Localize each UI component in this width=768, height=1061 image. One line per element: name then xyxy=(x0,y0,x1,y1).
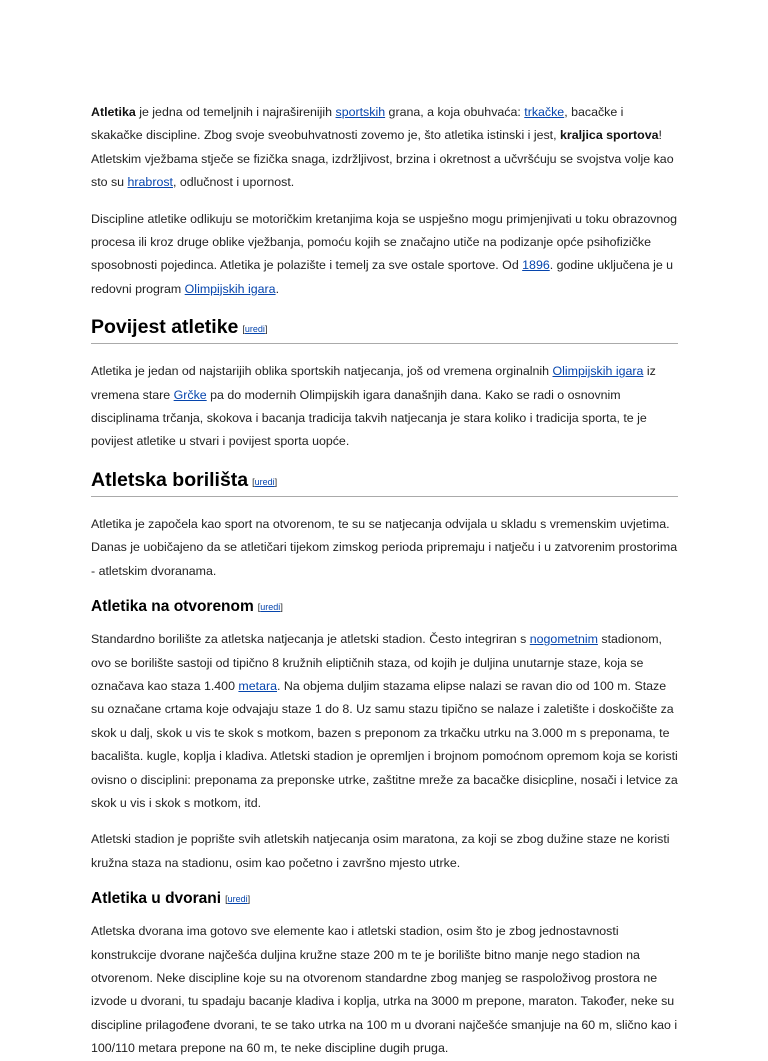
edit-section-link: [uredi] xyxy=(225,894,251,905)
edit-link-povijest[interactable]: uredi xyxy=(244,324,265,335)
link-nogometnim[interactable]: nogometnim xyxy=(529,632,598,647)
link-olimpijskih-igara-2[interactable]: Olimpijskih igara xyxy=(552,364,644,379)
bold-term-kraljica-sportova: kraljica sportova xyxy=(560,128,659,143)
link-trkacke[interactable]: trkačke xyxy=(524,105,565,119)
link-hrabrost[interactable]: hrabrost xyxy=(127,175,173,190)
heading-atletika-na-otvorenom: Atletika na otvorenom [uredi] xyxy=(91,598,283,616)
edit-link-dvorani[interactable]: uredi xyxy=(227,894,248,905)
heading-povijest-atletike: Povijest atletike [uredi] xyxy=(91,314,678,344)
intro-paragraph-1: Atletika je jedna od temeljnih i najraširenijih sportskih grana, a koja obuhvaća: trkačke, bacačke i skakačke discipline. Zbog svoje sveobuhvatnosti zovemo je, što atletika istinski i jest, kraljica sportova! Atletskim vježbama stječe se fizička snaga, izdržljivost, brzina i okretnost a učvršćuju se svojstva volje kao sto su hrabrost, odlučnost i upornost. xyxy=(91,105,674,190)
bold-term-atletika: Atletika xyxy=(91,105,136,119)
link-sportskih[interactable]: sportskih xyxy=(335,105,386,119)
outdoor-paragraph-1: Standardno borilište za atletska natjecanja je atletski stadion. Često integriran s nogometnim stadionom, ovo se borilište sastoji od tipično 8 kružnih eliptičnih staza, od kojih je duljina unutarnje staze, koja se označava kao staza 1.400 metara. Na objema duljim stazama elipse nalazi se ravan dio od 100 m. Staze su označane crtama koje odvajaju staze 1 do 8. Uz samu stazu tipično se nalaze i zaletište i doskočište za skok u dalj, skok u vis te skok s motkom, bazen s preponom za trkačku utrku na 3.000 m s preponama, te bacališta. kugle, koplja i kladiva. Atletski stadion je opremljen i brojnom pomoćnom opremom koja se koristi ovisno o disciplini: preponama za preponske utrke, zaštitne mreže za bacačke disicpline, nosači i letvice za skok u vis i skok s motkom, itd. xyxy=(91,632,678,810)
intro-paragraph-2: Discipline atletike odlikuju se motoričkim kretanjima koja se uspješno mogu primjenjivati u toku obrazovnog procesa ili kroz druge oblike vježbanja, pomoću kojih se značajno utiče na podizanje opće psihofizičke sposobnosti pojedinca. Atletika je polazište i temelj za sve ostale sportove. Od 1896. godine uključena je u redovni program Olimpijskih igara. xyxy=(91,211,678,296)
indoor-paragraph: Atletska dvorana ima gotovo sve elemente kao i atletski stadion, osim što je zbog jednostavnosti konstrukcije dvorane najčešća duljina kružne staze 200 m te je borilište bitno manje nego stadion na otvorenom. Neke discipline koje su na otvorenom standardne zbog manjeg se raspoloživog prostora ne izvode u dvorani, tu spadaju bacanje kladiva i koplja, utrka na 3000 m prepone, maraton. Također, neke su discipline prilagođene dvorani, te se tako utrka na 100 m u dvorani najčešće smanjuje na 60 m, slično kao i 100/110 metara prepone na 60 m, te neke discipline dugih pruga. xyxy=(91,924,678,1056)
venues-paragraph: Atletika je započela kao sport na otvorenom, te su se natjecanja odvijala u skladu s vremenskim uvjetima. Danas je uobičajeno da se atletičari tijekom zimskog perioda pripremaju i natječu i u zatvorenim prostorima - atletskim dvoranama. xyxy=(91,516,678,578)
edit-link-borilista[interactable]: uredi xyxy=(254,476,275,487)
edit-section-link: [uredi] xyxy=(252,476,278,487)
heading-atletska-borilista: Atletska borilišta [uredi] xyxy=(91,467,678,497)
heading-atletika-u-dvorani: Atletika u dvorani [uredi] xyxy=(91,890,251,908)
link-1896[interactable]: 1896 xyxy=(522,258,550,273)
history-paragraph: Atletika je jedan od najstarijih oblika sportskih natjecanja, još od vremena orginalnih Olimpijskih igara iz vremena stare Grčke pa do modernih Olimpijskih igara današnjih dana. Kako se radi o osnovnim disciplinama trčanja, skokova i bacanja tradicija takvih natjecanja je stara koliko i tradicija sporta, te je povijest atletike u stvari i povijest sporta uopće. xyxy=(91,364,656,449)
link-grcke[interactable]: Grčke xyxy=(173,387,207,402)
edit-section-link: [uredi] xyxy=(242,324,268,335)
link-olimpijskih-igara[interactable]: Olimpijskih igara xyxy=(184,281,276,296)
edit-link-otvorenom[interactable]: uredi xyxy=(260,602,281,613)
edit-section-link: [uredi] xyxy=(257,602,283,613)
outdoor-paragraph-2: Atletski stadion je poprište svih atletskih natjecanja osim maratona, za koji se zbog dužine staze ne koristi kružna staza na stadionu, osim kao početno i završno mjesto utrke. xyxy=(91,832,670,870)
link-metara[interactable]: metara xyxy=(238,678,277,693)
